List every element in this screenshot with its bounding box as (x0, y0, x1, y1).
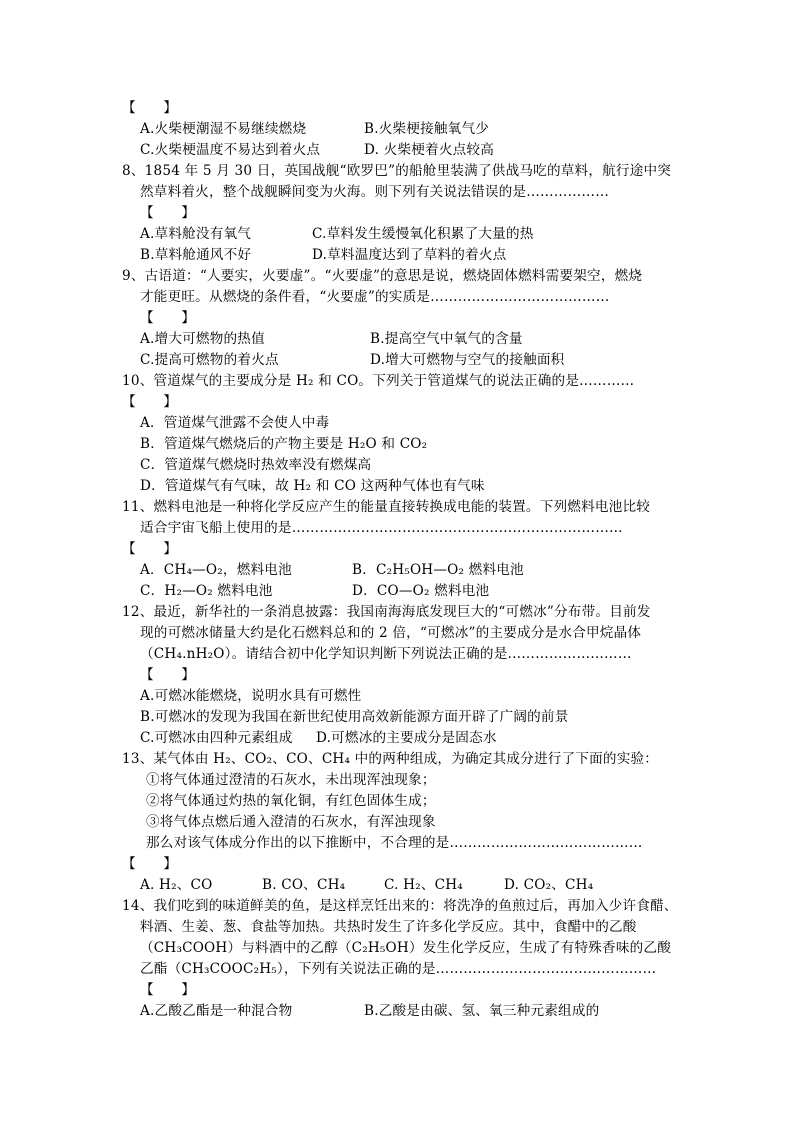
option-row (140, 875, 676, 895)
option-b: B.火柴梗接触氧气少 (364, 121, 490, 137)
option-a: A. H₂、CO (140, 877, 213, 893)
question-14-line: 14、我们吃到的味道鲜美的鱼，是这样烹饪出来的：将洗净的鱼煎过后，再加入少许食醋、 (122, 898, 678, 914)
option-row (140, 581, 676, 601)
question-10-line: 10、管道煤气的主要成分是 H₂ 和 CO。下列关于管道煤气的说法正确的是………… (122, 373, 635, 389)
option-a: A.乙酸乙酯是一种混合物 (140, 1003, 293, 1019)
question-12-line: （CH₄.nH₂O）。请结合初中化学知识判断下列说法正确的是……………………… (140, 646, 632, 662)
answer-bracket: 【 】 (122, 100, 178, 116)
option-c: C.草料发生缓慢氧化积累了大量的热 (312, 226, 534, 242)
option-c: C．H₂—O₂ 燃料电池 (140, 583, 273, 599)
question-11-line: 11、燃料电池是一种将化学反应产生的能量直接转换成电能的装置。下列燃料电池比较 (122, 499, 651, 515)
question-12-line: 12、最近，新华社的一条消息披露：我国南海海底发现巨大的“可燃冰”分布带。目前发 (122, 604, 651, 620)
option-d: D. 火柴梗着火点较高 (364, 142, 495, 158)
option-b: B.乙酸是由碳、氢、氧三种元素组成的 (364, 1003, 600, 1019)
question-11-line: 适合宇宙飞船上使用的是……………………………………………………………… (140, 520, 623, 536)
option-a: A．管道煤气泄露不会使人中毒 (140, 415, 330, 431)
option-row (140, 119, 676, 139)
option-b: B．管道煤气燃烧后的产物主要是 H₂O 和 CO₂ (140, 436, 428, 452)
option-b: B．C₂H₅OH—O₂ 燃料电池 (352, 562, 524, 578)
question-8-line: 然草料着火，整个战舰瞬间变为火海。则下列有关说法错误的是……………… (140, 184, 609, 200)
question-13-line: 13、某气体由 H₂、CO₂、CO、CH₄ 中的两种组成，为确定其成分进行了下面的实验： (122, 751, 659, 767)
answer-bracket: 【 】 (140, 667, 196, 683)
option-b: B.提高空气中氧气的含量 (370, 331, 523, 347)
option-b: B. CO、CH₄ (262, 877, 346, 893)
option-d: D.草料温度达到了草料的着火点 (312, 247, 507, 263)
option-a: A．CH₄—O₂，燃料电池 (140, 562, 292, 578)
option-c: C.火柴梗温度不易达到着火点 (140, 142, 321, 158)
option-c: C. H₂、CH₄ (384, 877, 463, 893)
question-9-line: 才能更旺。从燃烧的条件看，“火要虚”的实质是………………………………… (140, 289, 610, 305)
option-b: B.可燃冰的发现为我国在新世纪使用高效新能源方面开辟了广阔的前景 (140, 709, 569, 725)
question-14-line: 乙酯（CH₃COOC₂H₅），下列有关说法正确的是………………………………………… (140, 961, 657, 977)
option-row (140, 350, 676, 370)
option-row (140, 224, 676, 244)
question-14-line: （CH₃COOH）与料酒中的乙醇（C₂H₅OH）发生化学反应，生成了有特殊香味的乙酸 (140, 940, 672, 956)
option-c: C.可燃冰由四种元素组成 (140, 730, 293, 746)
option-b: B.草料舱通风不好 (140, 247, 252, 263)
answer-bracket: 【 】 (122, 856, 178, 872)
experiment-step: ③将气体点燃后通入澄清的石灰水，有浑浊现象 (146, 814, 436, 830)
option-row (140, 140, 676, 160)
question-12-line: 现的可燃冰储量大约是化石燃料总和的 2 倍，“可燃冰”的主要成分是水合甲烷晶体 (140, 625, 642, 641)
option-d: D.可燃冰的主要成分是固态水 (316, 730, 497, 746)
option-row (140, 329, 676, 349)
answer-bracket: 【 】 (140, 310, 196, 326)
option-c: C．管道煤气燃烧时热效率没有燃煤高 (140, 457, 372, 473)
option-a: A.可燃冰能燃烧，说明水具有可燃性 (140, 688, 362, 704)
answer-bracket: 【 】 (122, 541, 178, 557)
option-c: C.提高可燃物的着火点 (140, 352, 279, 368)
option-d: D．CO—O₂ 燃料电池 (352, 583, 490, 599)
option-a: A.增大可燃物的热值 (140, 331, 265, 347)
answer-bracket: 【 】 (122, 394, 178, 410)
question-13-line: 那么对该气体成分作出的以下推断中，不合理的是…………………………………… (146, 835, 643, 851)
option-row (140, 560, 676, 580)
option-d: D. CO₂、CH₄ (504, 877, 594, 893)
option-row (140, 245, 676, 265)
experiment-step: ②将气体通过灼热的氧化铜，有红色固体生成； (146, 793, 436, 809)
question-8-line: 8、1854 年 5 月 30 日，英国战舰“欧罗巴”的船舱里装满了供战马吃的草料，航行途中突 (122, 163, 672, 179)
question-14-line: 料酒、生姜、葱、食盐等加热。共热时发生了许多化学反应。其中，食醋中的乙酸 (140, 919, 637, 935)
option-a: A.火柴梗潮湿不易继续燃烧 (140, 121, 307, 137)
option-a: A.草料舱没有氧气 (140, 226, 252, 242)
option-row (140, 728, 676, 748)
answer-bracket: 【 】 (140, 982, 196, 998)
option-row (140, 1001, 676, 1021)
option-d: D．管道煤气有气味，故 H₂ 和 CO 这两种气体也有气味 (140, 478, 485, 494)
question-9-line: 9、古语道：“人要实，火要虚”。“火要虚”的意思是说，燃烧固体燃料需要架空，燃烧 (122, 268, 643, 284)
experiment-step: ①将气体通过澄清的石灰水，未出现浑浊现象； (146, 772, 436, 788)
option-d: D.增大可燃物与空气的接触面积 (370, 352, 565, 368)
answer-bracket: 【 】 (140, 205, 196, 221)
